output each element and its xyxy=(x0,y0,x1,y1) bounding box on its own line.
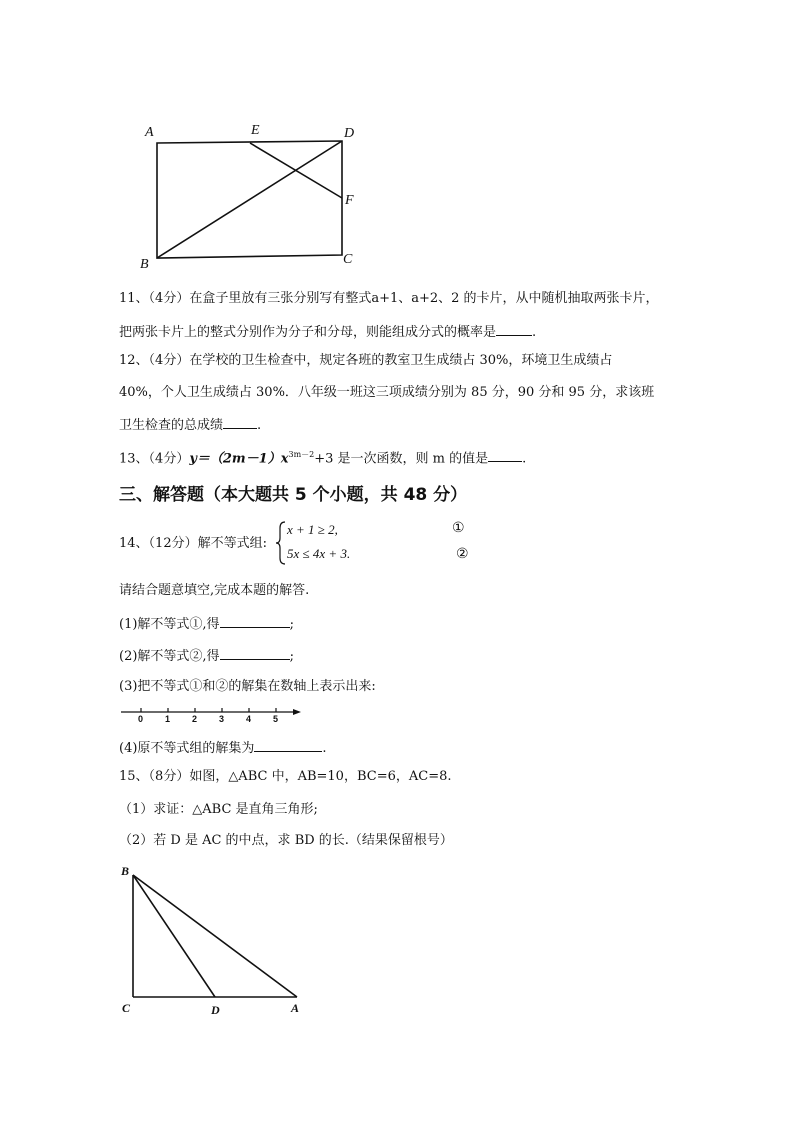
q14-part4-blank[interactable] xyxy=(254,739,322,752)
section-3-title: 三、解答题（本大题共 5 个小题，共 48 分） xyxy=(119,485,468,505)
q14-mark-1: ① xyxy=(452,520,465,536)
fig1-label-b: B xyxy=(140,257,149,272)
q14-part3: (3)把不等式①和②的解集在数轴上表示出来: xyxy=(119,679,376,694)
fig1-label-a: A xyxy=(145,125,154,140)
q14-part1: (1)解不等式①,得 ; xyxy=(119,617,294,632)
fig2-label-c: C xyxy=(122,1001,131,1015)
q11-line2: 把两张卡片上的整式分别作为分子和分母，则能组成分式的概率是 . xyxy=(119,325,537,340)
fig2-label-b: B xyxy=(121,864,130,878)
number-line-tick-label: 3 xyxy=(219,714,225,724)
q15-part2: （2）若 D 是 AC 的中点，求 BD 的长.（结果保留根号） xyxy=(119,833,453,848)
number-line-tick-label: 0 xyxy=(138,714,144,724)
q12-answer-blank[interactable] xyxy=(223,416,257,429)
number-line-tick-label: 5 xyxy=(273,714,279,724)
q14-part4: (4)原不等式组的解集为 . xyxy=(119,741,327,756)
q15-part1: （1）求证：△ABC 是直角三角形; xyxy=(119,802,318,817)
q11-line1: 11、（4分）在盒子里放有三张分别写有整式a+1、a+2、2 的卡片，从中随机抽取两张卡片， xyxy=(119,291,659,306)
q11-answer-blank[interactable] xyxy=(496,323,532,336)
number-line xyxy=(115,705,310,725)
q14-brace xyxy=(274,520,288,566)
q14-inequality-2: 5x ≤ 4x + 3. xyxy=(287,546,351,561)
q14-inequality-1: x + 1 ≥ 2, xyxy=(287,522,338,537)
q14-part2-blank[interactable] xyxy=(220,647,290,660)
side-ab xyxy=(133,875,297,997)
segment-bd xyxy=(133,875,215,997)
fig1-label-e: E xyxy=(251,123,260,138)
fig2-label-d: D xyxy=(211,1003,220,1017)
q12-line1: 12、（4分）在学校的卫生检查中，规定各班的教室卫生成绩占 30%，环境卫生成绩占 xyxy=(119,353,613,368)
fig2-label-a: A xyxy=(291,1001,300,1015)
fig1-label-f: F xyxy=(345,193,354,208)
number-line-tick-label: 4 xyxy=(246,714,252,724)
fig1-label-d: D xyxy=(344,126,355,141)
number-line-tick-label: 1 xyxy=(165,714,171,724)
diagonal-bd xyxy=(157,141,342,258)
q15-line1: 15、（8分）如图，△ABC 中，AB=10，BC=6，AC=8. xyxy=(119,769,452,784)
q12-line3: 卫生检查的总成绩 . xyxy=(119,418,262,433)
q13-line: 13、（4分）$y=(2m-1)x^{3m-2}+3$ 是一次函数，则 m 的值是 . xyxy=(119,450,527,467)
q13-answer-blank[interactable] xyxy=(488,449,522,462)
number-line-tick-label: 2 xyxy=(192,714,198,724)
fig1-label-c: C xyxy=(343,252,353,267)
q14-mark-2: ② xyxy=(456,546,469,562)
q12-line2: 40%，个人卫生成绩占 30%．八年级一班这三项成绩分别为 85 分，90 分和 95 分，求该班 xyxy=(119,385,655,400)
q14-prefix: 14、（12分）解不等式组: xyxy=(119,536,267,551)
q14-instruction: 请结合题意填空,完成本题的解答. xyxy=(119,583,310,598)
q14-part2: (2)解不等式②,得 ; xyxy=(119,649,294,664)
figure-triangle-abc xyxy=(0,860,400,1030)
figure-rectangle-abcd xyxy=(0,0,794,280)
q14-part1-blank[interactable] xyxy=(220,615,290,628)
